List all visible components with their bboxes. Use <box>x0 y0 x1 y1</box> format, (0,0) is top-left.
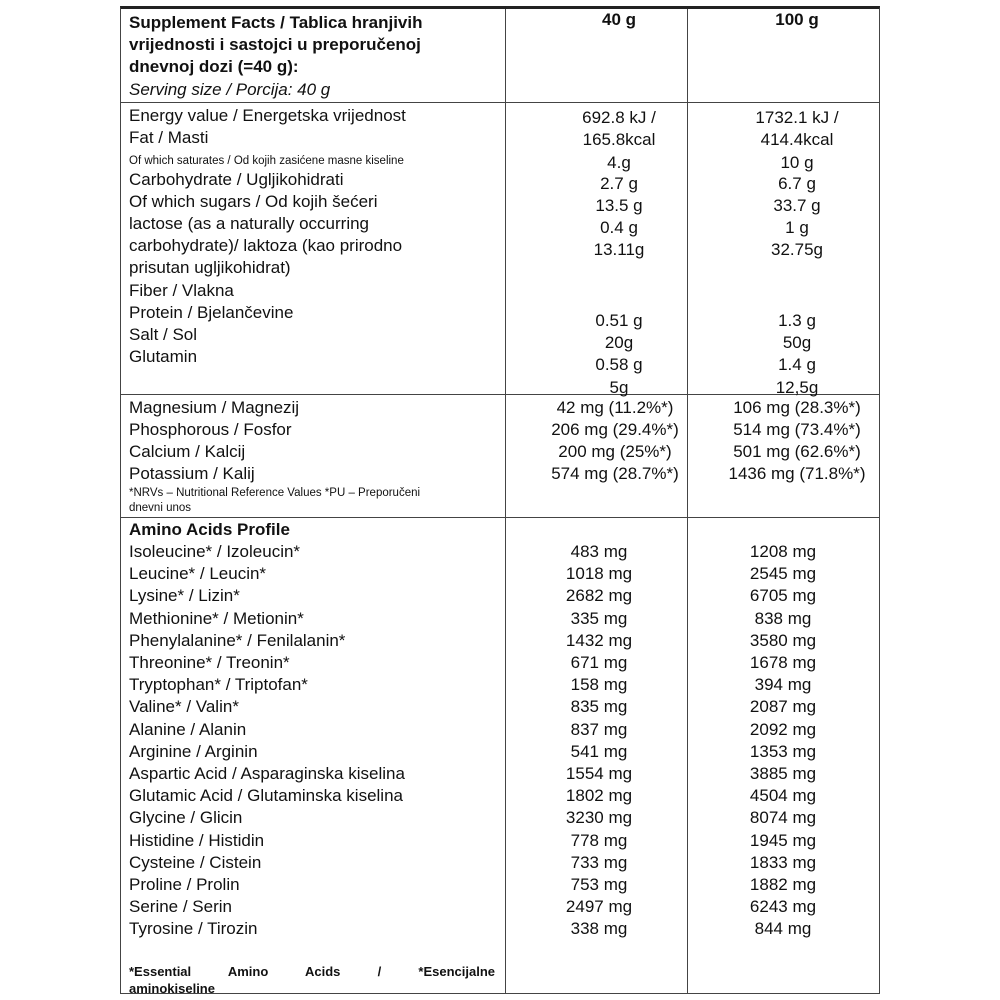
mineral-value-40g: 200 mg (25%*) <box>558 442 672 461</box>
amino-label: Aspartic Acid / Asparaginska kiselina <box>129 764 405 783</box>
amino-label: Tryptophan* / Triptofan* <box>129 675 308 695</box>
nutrition-value-100g: 50g <box>782 333 812 352</box>
amino-label: Proline / Prolin <box>129 875 240 894</box>
amino-value-100g: 6705 mg <box>749 586 817 606</box>
amino-value-40g: 1432 mg <box>565 630 633 650</box>
nutrition-value-40g: 4.g <box>607 153 631 172</box>
amino-value-100g: 3885 mg <box>749 764 817 783</box>
nutrition-label: Glutamin <box>129 347 198 366</box>
amino-label: Glycine / Glicin <box>129 808 243 828</box>
nutrition-value-100g: 1 g <box>785 218 809 237</box>
amino-value-40g: 1018 mg <box>565 564 633 584</box>
amino-value-40g: 837 mg <box>570 719 628 739</box>
nutrition-value-40g: 2.7 g <box>600 174 638 193</box>
nutrition-label: Carbohydrate / Ugljikohidrati <box>129 170 344 189</box>
nutrition-value-40g: 0.4 g <box>600 218 638 237</box>
amino-label: Glutamic Acid / Glutaminska kiselina <box>129 786 403 806</box>
column-divider-2 <box>687 9 688 993</box>
amino-value-100g: 2092 mg <box>749 719 817 739</box>
column-divider-1 <box>505 9 506 993</box>
amino-value-40g: 671 mg <box>570 653 628 672</box>
nutrition-value-40g: 5g <box>609 378 629 397</box>
amino-value-100g: 1678 mg <box>749 653 817 672</box>
amino-value-100g: 1208 mg <box>749 542 817 561</box>
nutrition-value-100g: 1732.1 kJ / <box>755 108 839 127</box>
amino-value-40g: 2682 mg <box>565 586 633 606</box>
amino-heading: Amino Acids Profile <box>129 520 290 539</box>
amino-value-40g: 483 mg <box>570 542 628 561</box>
mineral-value-40g: 42 mg (11.2%*) <box>556 398 674 417</box>
nutrition-value-40g: 0.58 g <box>595 355 643 374</box>
amino-label: Valine* / Valin* <box>129 697 239 717</box>
amino-value-40g: 753 mg <box>570 875 628 894</box>
amino-label: Phenylalanine* / Fenilalanin* <box>129 630 346 650</box>
mineral-label: Potassium / Kalij <box>129 464 255 483</box>
amino-value-100g: 8074 mg <box>749 808 817 828</box>
nutrition-value-100g: 33.7 g <box>773 196 821 215</box>
amino-value-40g: 2497 mg <box>565 897 633 917</box>
amino-label: Cysteine / Cistein <box>129 852 262 872</box>
row-divider-minerals <box>121 394 879 395</box>
nutrition-label: Salt / Sol <box>129 325 198 344</box>
amino-value-100g: 1882 mg <box>749 875 817 894</box>
amino-value-100g: 2545 mg <box>749 564 817 584</box>
amino-value-100g: 394 mg <box>754 675 812 695</box>
supplement-facts-table <box>120 6 880 994</box>
amino-value-100g: 1833 mg <box>749 852 817 872</box>
nutrition-label: Energy value / Energetska vrijednost <box>129 106 406 125</box>
nutrition-value-40g: 692.8 kJ / <box>582 108 656 127</box>
amino-value-40g: 1554 mg <box>565 764 633 783</box>
amino-value-100g: 4504 mg <box>749 786 817 806</box>
mineral-label: Phosphorous / Fosfor <box>129 420 292 439</box>
nutrition-label: Fiber / Vlakna <box>129 281 234 300</box>
nutrition-value-100g: 414.4kcal <box>760 130 834 149</box>
amino-label: Isoleucine* / Izoleucin* <box>129 542 301 561</box>
mineral-value-40g: 574 mg (28.7%*) <box>551 464 679 483</box>
amino-label: Tyrosine / Tirozin <box>129 919 258 939</box>
amino-value-40g: 3230 mg <box>565 808 633 828</box>
nrv-note-line-1: *NRVs – Nutritional Reference Values *PU – Preporučeni <box>129 487 421 499</box>
row-divider-amino <box>121 517 879 518</box>
mineral-label: Calcium / Kalcij <box>129 442 246 461</box>
essential-amino-footnote-line-2: aminokiseline <box>129 981 215 996</box>
nutrition-label: Fat / Masti <box>129 128 209 147</box>
amino-value-100g: 6243 mg <box>749 897 817 917</box>
table-title-line-3: dnevnoj dozi (=40 g): <box>129 57 299 76</box>
amino-value-40g: 541 mg <box>570 741 628 761</box>
row-divider-header <box>121 102 879 103</box>
nutrition-value-40g: 20g <box>604 333 634 352</box>
amino-value-40g: 335 mg <box>570 608 628 628</box>
amino-value-100g: 3580 mg <box>749 630 817 650</box>
nutrition-value-100g: 10 g <box>780 153 814 172</box>
nutrition-value-40g: 0.51 g <box>595 311 643 330</box>
amino-value-40g: 733 mg <box>570 852 628 872</box>
amino-value-40g: 835 mg <box>570 697 628 717</box>
essential-amino-footnote-line-1: *Essential Amino Acids / *Esencijalne <box>129 964 495 979</box>
mineral-value-100g: 501 mg (62.6%*) <box>733 442 861 461</box>
amino-value-100g: 1945 mg <box>749 830 817 850</box>
amino-value-100g: 844 mg <box>754 919 812 939</box>
nutrition-value-40g: 13.11g <box>593 240 645 259</box>
nutrition-value-100g: 6.7 g <box>778 174 816 193</box>
nrv-note-line-2: dnevni unos <box>129 502 192 514</box>
serving-size: Serving size / Porcija: 40 g <box>129 80 331 99</box>
amino-label: Threonine* / Treonin* <box>129 653 290 672</box>
mineral-value-40g: 206 mg (29.4%*) <box>551 420 679 439</box>
nutrition-value-40g: 13.5 g <box>595 196 643 215</box>
nutrition-label: Of which sugars / Od kojih šećeri <box>129 192 378 211</box>
mineral-value-100g: 1436 mg (71.8%*) <box>728 464 866 483</box>
amino-value-40g: 158 mg <box>570 675 628 695</box>
amino-value-40g: 338 mg <box>570 919 628 939</box>
amino-label: Lysine* / Lizin* <box>129 586 240 606</box>
nutrition-value-100g: 1.4 g <box>778 355 816 374</box>
amino-value-100g: 2087 mg <box>749 697 817 717</box>
table-title-line-2: vrijednosti i sastojci u preporučenoj <box>129 35 421 54</box>
nutrition-value-100g: 1.3 g <box>778 311 816 330</box>
amino-label: Histidine / Histidin <box>129 830 265 850</box>
amino-label: Arginine / Arginin <box>129 741 258 761</box>
nutrition-label: Of which saturates / Od kojih zasićene masne kiseline <box>129 155 404 167</box>
table-title-line-1: Supplement Facts / Tablica hranjivih <box>129 13 423 32</box>
nutrition-value-100g: 12,5g <box>775 378 819 397</box>
column-header-100g: 100 g <box>775 10 819 29</box>
amino-value-40g: 778 mg <box>570 830 628 850</box>
mineral-value-100g: 514 mg (73.4%*) <box>733 420 861 439</box>
amino-label: Methionine* / Metionin* <box>129 608 304 628</box>
amino-value-100g: 838 mg <box>754 608 812 628</box>
nutrition-label: carbohydrate)/ laktoza (kao prirodno <box>129 236 403 255</box>
nutrition-label: lactose (as a naturally occurring <box>129 214 370 233</box>
amino-value-100g: 1353 mg <box>749 741 817 761</box>
nutrition-value-100g: 32.75g <box>771 240 823 259</box>
amino-value-40g: 1802 mg <box>565 786 633 806</box>
column-header-40g: 40 g <box>601 10 637 29</box>
amino-label: Serine / Serin <box>129 897 232 917</box>
amino-label: Alanine / Alanin <box>129 719 247 739</box>
nutrition-label: Protein / Bjelančevine <box>129 303 294 322</box>
nutrition-label: prisutan ugljikohidrat) <box>129 258 291 277</box>
amino-label: Leucine* / Leucin* <box>129 564 267 584</box>
mineral-value-100g: 106 mg (28.3%*) <box>733 398 861 417</box>
nutrition-value-40g: 165.8kcal <box>582 130 656 149</box>
mineral-label: Magnesium / Magnezij <box>129 398 300 417</box>
